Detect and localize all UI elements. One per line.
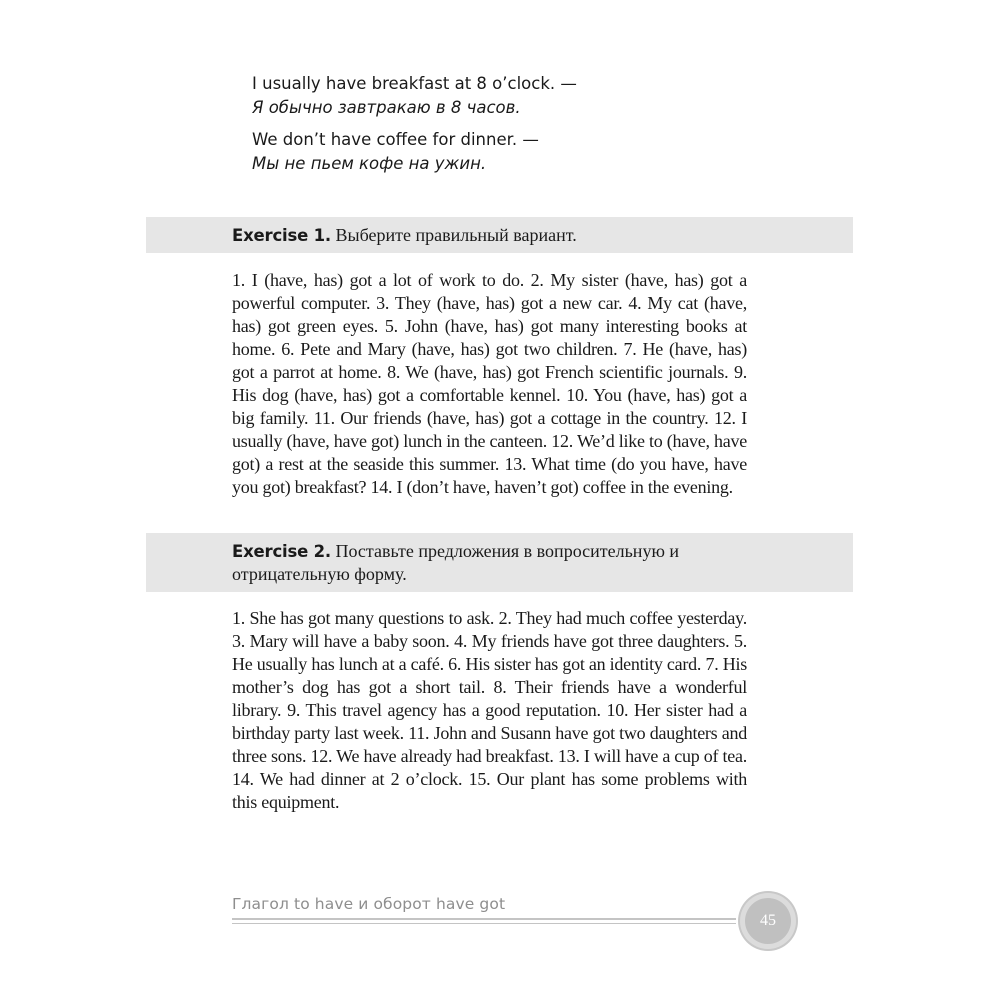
example-1 xyxy=(252,72,812,120)
exercise-2-instruction: Поставьте предложения в вопросительную и отрицательную форму. xyxy=(232,541,680,584)
example-english: We don’t have coffee for dinner. — xyxy=(252,130,539,149)
footer-rule-thin xyxy=(232,923,736,924)
exercise-1-instruction: Выберите правильный вариант. xyxy=(335,225,577,245)
page-number-badge xyxy=(740,893,796,949)
footer-rule xyxy=(232,918,736,920)
exercise-1-label: Exercise 1. xyxy=(232,226,331,245)
exercise-2-header xyxy=(146,533,853,592)
example-2 xyxy=(252,128,812,176)
example-sentences xyxy=(252,72,812,184)
example-english: I usually have breakfast at 8 o’clock. — xyxy=(252,74,577,93)
exercise-1-text: 1. I (have, has) got a lot of work to do. 2. My sister (have, has) got a powerful computer. 3. They (have, has) got a new car. 4. My cat (have, has) got green eyes. 5. John (have, has) got many interesting books at home. 6. Pete and Mary (have, has) got two children. 7. He (have, has) got a parrot at home. 8. We (have, has) got French scientific journals. 9. His dog (have, has) got a comfortable kennel. 10. You (have, has) got a big family. 11. Our friends (have, has) got a cottage in the country. 12. I usually (have, have got) lunch in the canteen. 12. We’d like to (have, have got) a rest at the seaside this summer. 13. What time (do you have, have you got) breakfast? 14. I (don’t have, haven’t got) coffee in the evening. xyxy=(232,270,747,497)
page-number: 45 xyxy=(745,898,791,944)
exercise-2-text: 1. She has got many questions to ask. 2. They had much coffee yesterday. 3. Mary will have a baby soon. 4. My friends have got three daughters. 5. He usually has lunch at a café. 6. His sister has got an identity card. 7. His mother’s dog has got a short tail. 8. Their friends have a wonderful library. 9. This travel agency has a good reputation. 10. Her sister had a birthday party last week. 11. John and Susann have got two daughters and three sons. 12. We have already had breakfast. 13. I will have a cup of tea. 14. We had dinner at 2 o’clock. 15. Our plant has some problems with this equipment. xyxy=(232,608,748,812)
example-russian: Мы не пьем кофе на ужин. xyxy=(252,154,487,173)
exercise-1-header xyxy=(146,217,853,253)
exercise-2-label: Exercise 2. xyxy=(232,542,331,561)
running-footer-title: Глагол to have и оборот have got xyxy=(232,895,506,913)
example-russian: Я обычно завтракаю в 8 часов. xyxy=(252,98,521,117)
